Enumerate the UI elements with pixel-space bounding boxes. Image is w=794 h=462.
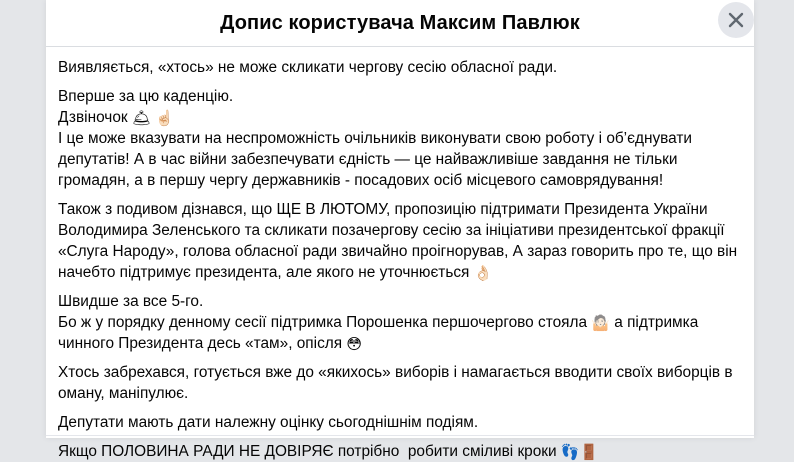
- post-line: Вперше за цю каденцію.: [58, 88, 234, 105]
- dialog-title: Допис користувача Максим Павлюк: [220, 11, 580, 34]
- post-paragraph-5: Хтось забрехався, готується вже до «якихось» виборів і намагається вводити своїх виборців в оману, маніпулює.: [58, 364, 737, 402]
- post-line: Також з подивом дізнався, що ЩЕ В ЛЮТОМУ, пропозицію підтримати Президента України Володимира Зеленського та скликати позачергову сесію за ініціативи президентської фракції «Слуга Народу», голова обласної ради звичайно проігнорував, А зараз говорить про те, що він начебто підтримує президента, але якого не уточнюється: [58, 201, 742, 281]
- post-line: Дзвіночок: [58, 109, 128, 126]
- post-line: І це може вказувати на неспроможність очільників виконувати свою роботу і об’єднувати депутатів! А в час війни забезпечувати єдність — це найважливіше завдання не тільки громадян, а в першу чергу державників - посадових осіб місцевого самоврядування!: [58, 130, 697, 189]
- divider: [46, 435, 754, 436]
- post-paragraph-7: [58, 441, 742, 462]
- post-line: Якщо ПОЛОВИНА РАДИ НЕ ДОВІРЯЄ потрібно робити сміливі кроки: [58, 443, 557, 460]
- post-line: Бо ж у порядку денному сесії підтримка Порошенка першочергово стояла: [58, 314, 588, 331]
- post-paragraph-4: [58, 291, 742, 354]
- footprints-icon: 👣: [560, 444, 580, 461]
- bellhop-bell-icon: 🛎: [131, 110, 151, 127]
- shrug-icon: 🤷🏻: [591, 315, 610, 332]
- post-dialog: [46, 0, 754, 461]
- pointing-up-icon: ☝🏻: [155, 110, 174, 127]
- post-paragraph-2: [58, 86, 742, 191]
- close-button[interactable]: [718, 2, 754, 38]
- close-icon: [728, 12, 744, 28]
- door-icon: 🚪: [579, 444, 599, 461]
- flushed-face-icon: 😳: [346, 336, 362, 353]
- dialog-header: [46, 0, 754, 47]
- ok-hand-icon: 👌🏻: [473, 265, 493, 282]
- post-paragraph-1: Виявляється, «хтось» не може скликати чергову сесію обласної ради.: [58, 59, 558, 76]
- post-body: [46, 47, 754, 462]
- post-paragraph-3: [58, 199, 742, 283]
- post-line: а підтримка чинного Президента десь «там», опісля: [58, 314, 703, 352]
- post-paragraph-6: Депутати мають дати належну оцінку сьогоднішнім подіям.: [58, 414, 479, 431]
- post-line: Швидше за все 5-го.: [58, 293, 204, 310]
